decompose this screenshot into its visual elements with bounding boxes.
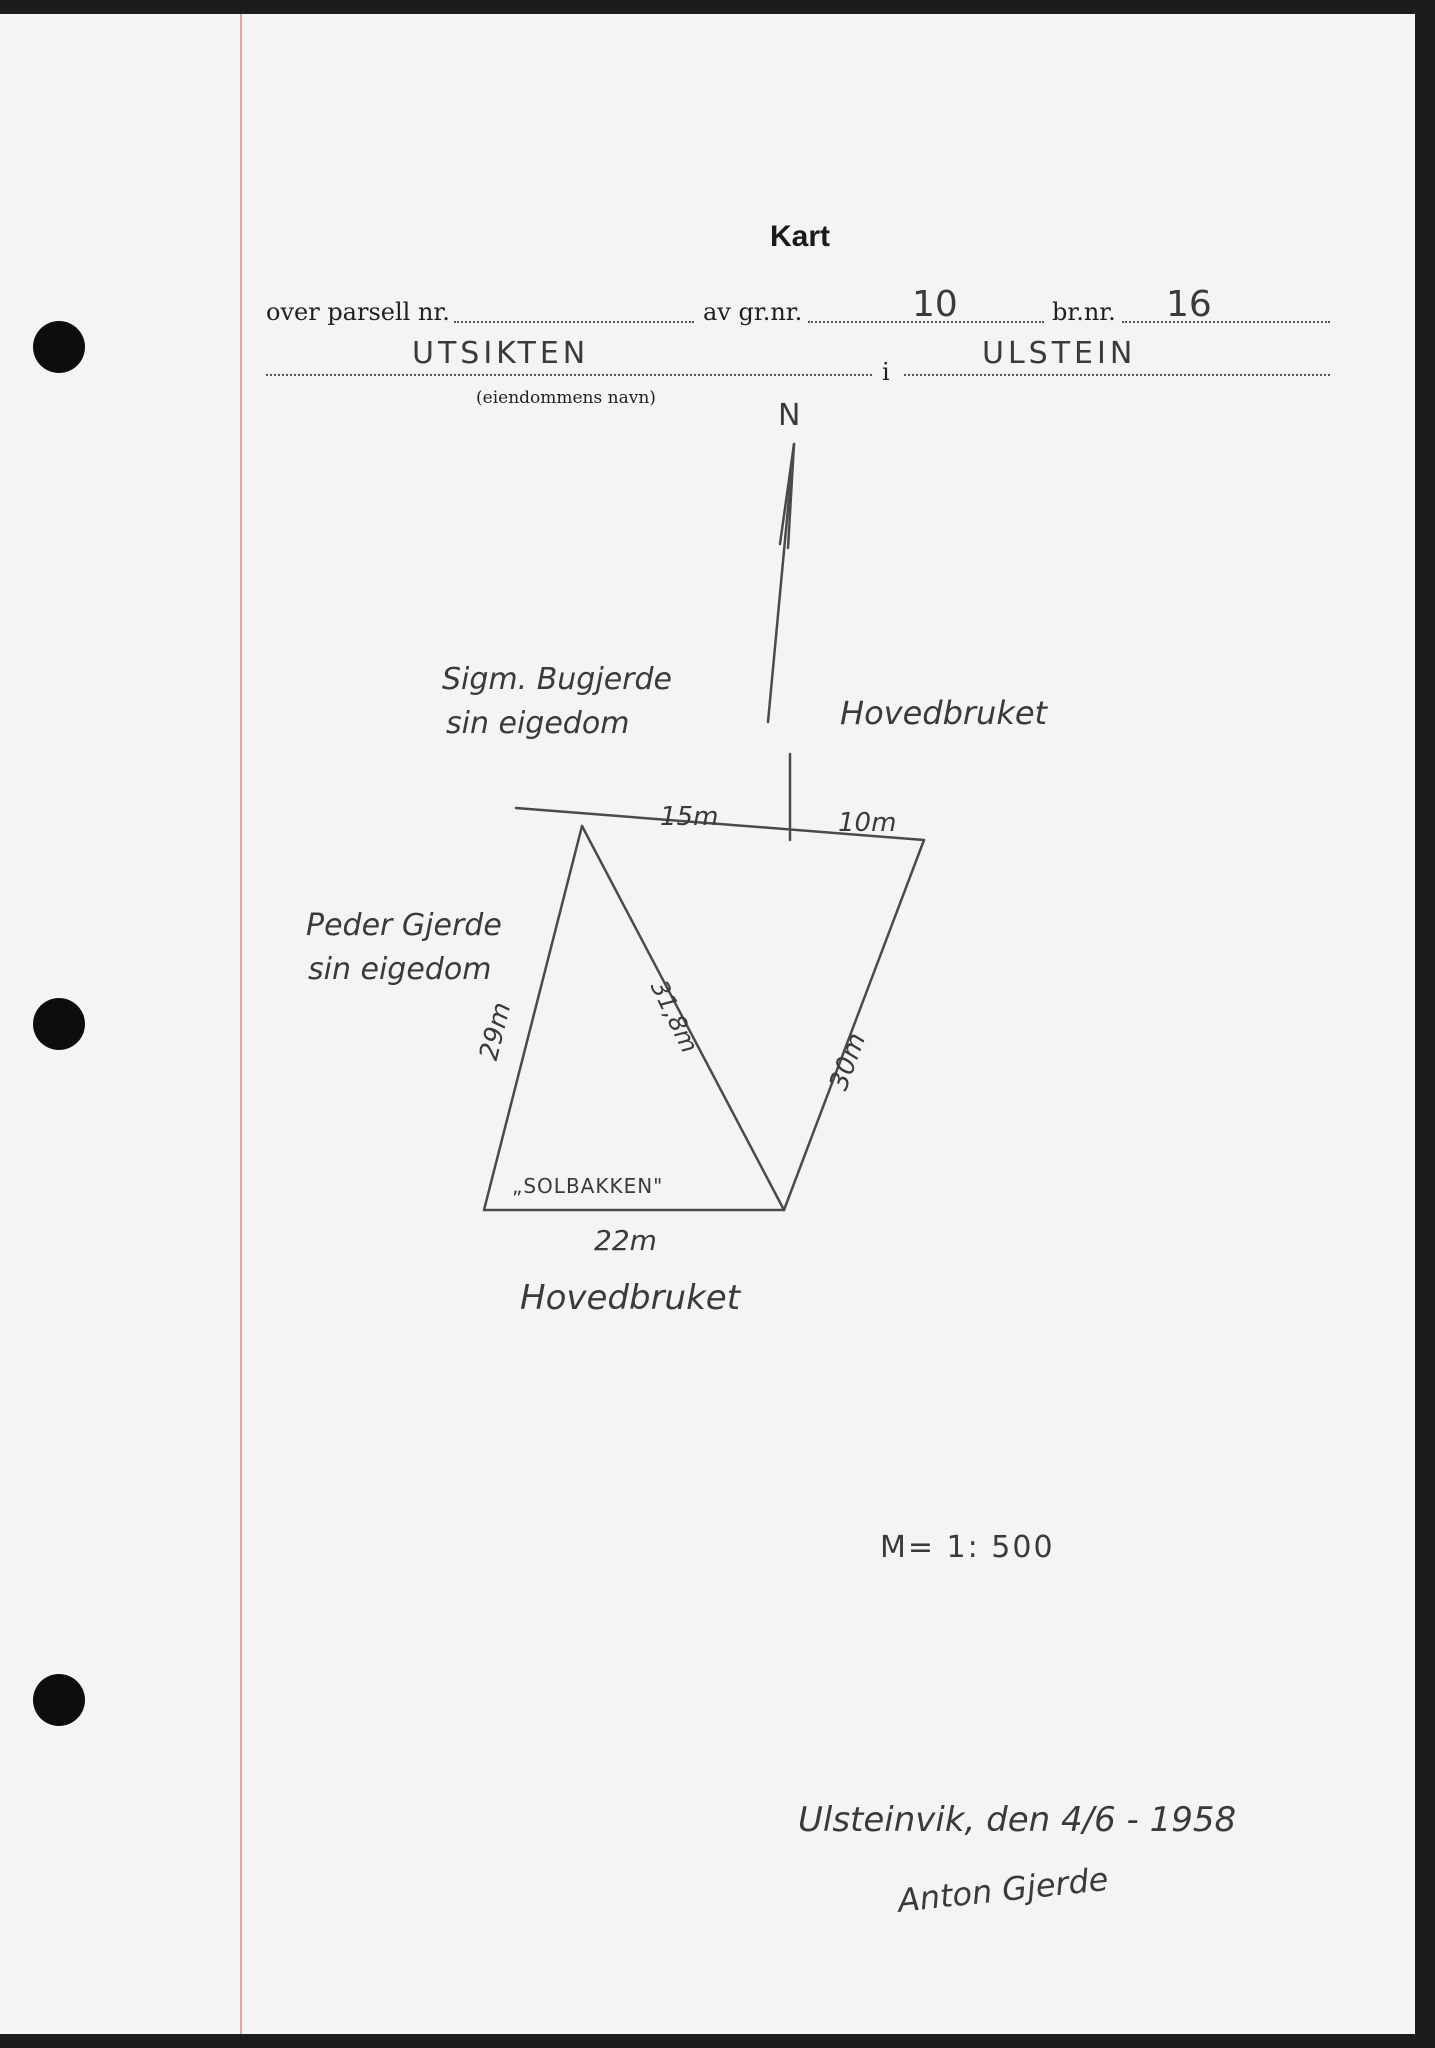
municipality-name: ULSTEIN bbox=[982, 336, 1137, 371]
signature: Anton Gjerde bbox=[896, 1859, 1111, 1920]
neighbor-top-left-line2: sin eigedom bbox=[446, 706, 630, 741]
document-page bbox=[0, 14, 1415, 2034]
dim-right: 30m bbox=[824, 1029, 873, 1095]
neighbor-left-line1: Peder Gjerde bbox=[306, 908, 502, 943]
plot-name: „SOLBAKKEN" bbox=[512, 1174, 664, 1198]
gnr-value: 10 bbox=[912, 284, 958, 325]
bnr-label: br.nr. bbox=[1052, 298, 1116, 326]
dim-bottom: 22m bbox=[594, 1224, 657, 1257]
in-label: i bbox=[882, 358, 890, 386]
property-name: UTSIKTEN bbox=[412, 336, 590, 371]
map-scale: M= 1: 500 bbox=[880, 1530, 1055, 1565]
neighbor-top-left-line1: Sigm. Bugjerde bbox=[442, 662, 672, 697]
page-title: Kart bbox=[769, 220, 830, 253]
bnr-value: 16 bbox=[1166, 284, 1212, 325]
property-map bbox=[0, 14, 1415, 2034]
dim-left: 29m bbox=[474, 999, 518, 1064]
north-arrow-shaft bbox=[768, 444, 794, 722]
north-label: N bbox=[778, 398, 801, 433]
neighbor-bottom: Hovedbruket bbox=[520, 1278, 741, 1318]
dim-diagonal: 31,8m bbox=[644, 976, 704, 1058]
property-caption: (eiendommens navn) bbox=[476, 388, 656, 408]
neighbor-top-right: Hovedbruket bbox=[840, 694, 1048, 732]
neighbor-left-line2: sin eigedom bbox=[308, 952, 492, 987]
dim-top-right: 10m bbox=[838, 808, 897, 838]
gnr-label: av gr.nr. bbox=[703, 298, 803, 326]
dim-top-left: 15m bbox=[660, 802, 719, 832]
parcel-label: over parsell nr. bbox=[266, 298, 450, 326]
north-arrow-head bbox=[780, 444, 794, 548]
place-date: Ulsteinvik, den 4/6 - 1958 bbox=[798, 1800, 1237, 1840]
right-side-line bbox=[784, 840, 924, 1210]
